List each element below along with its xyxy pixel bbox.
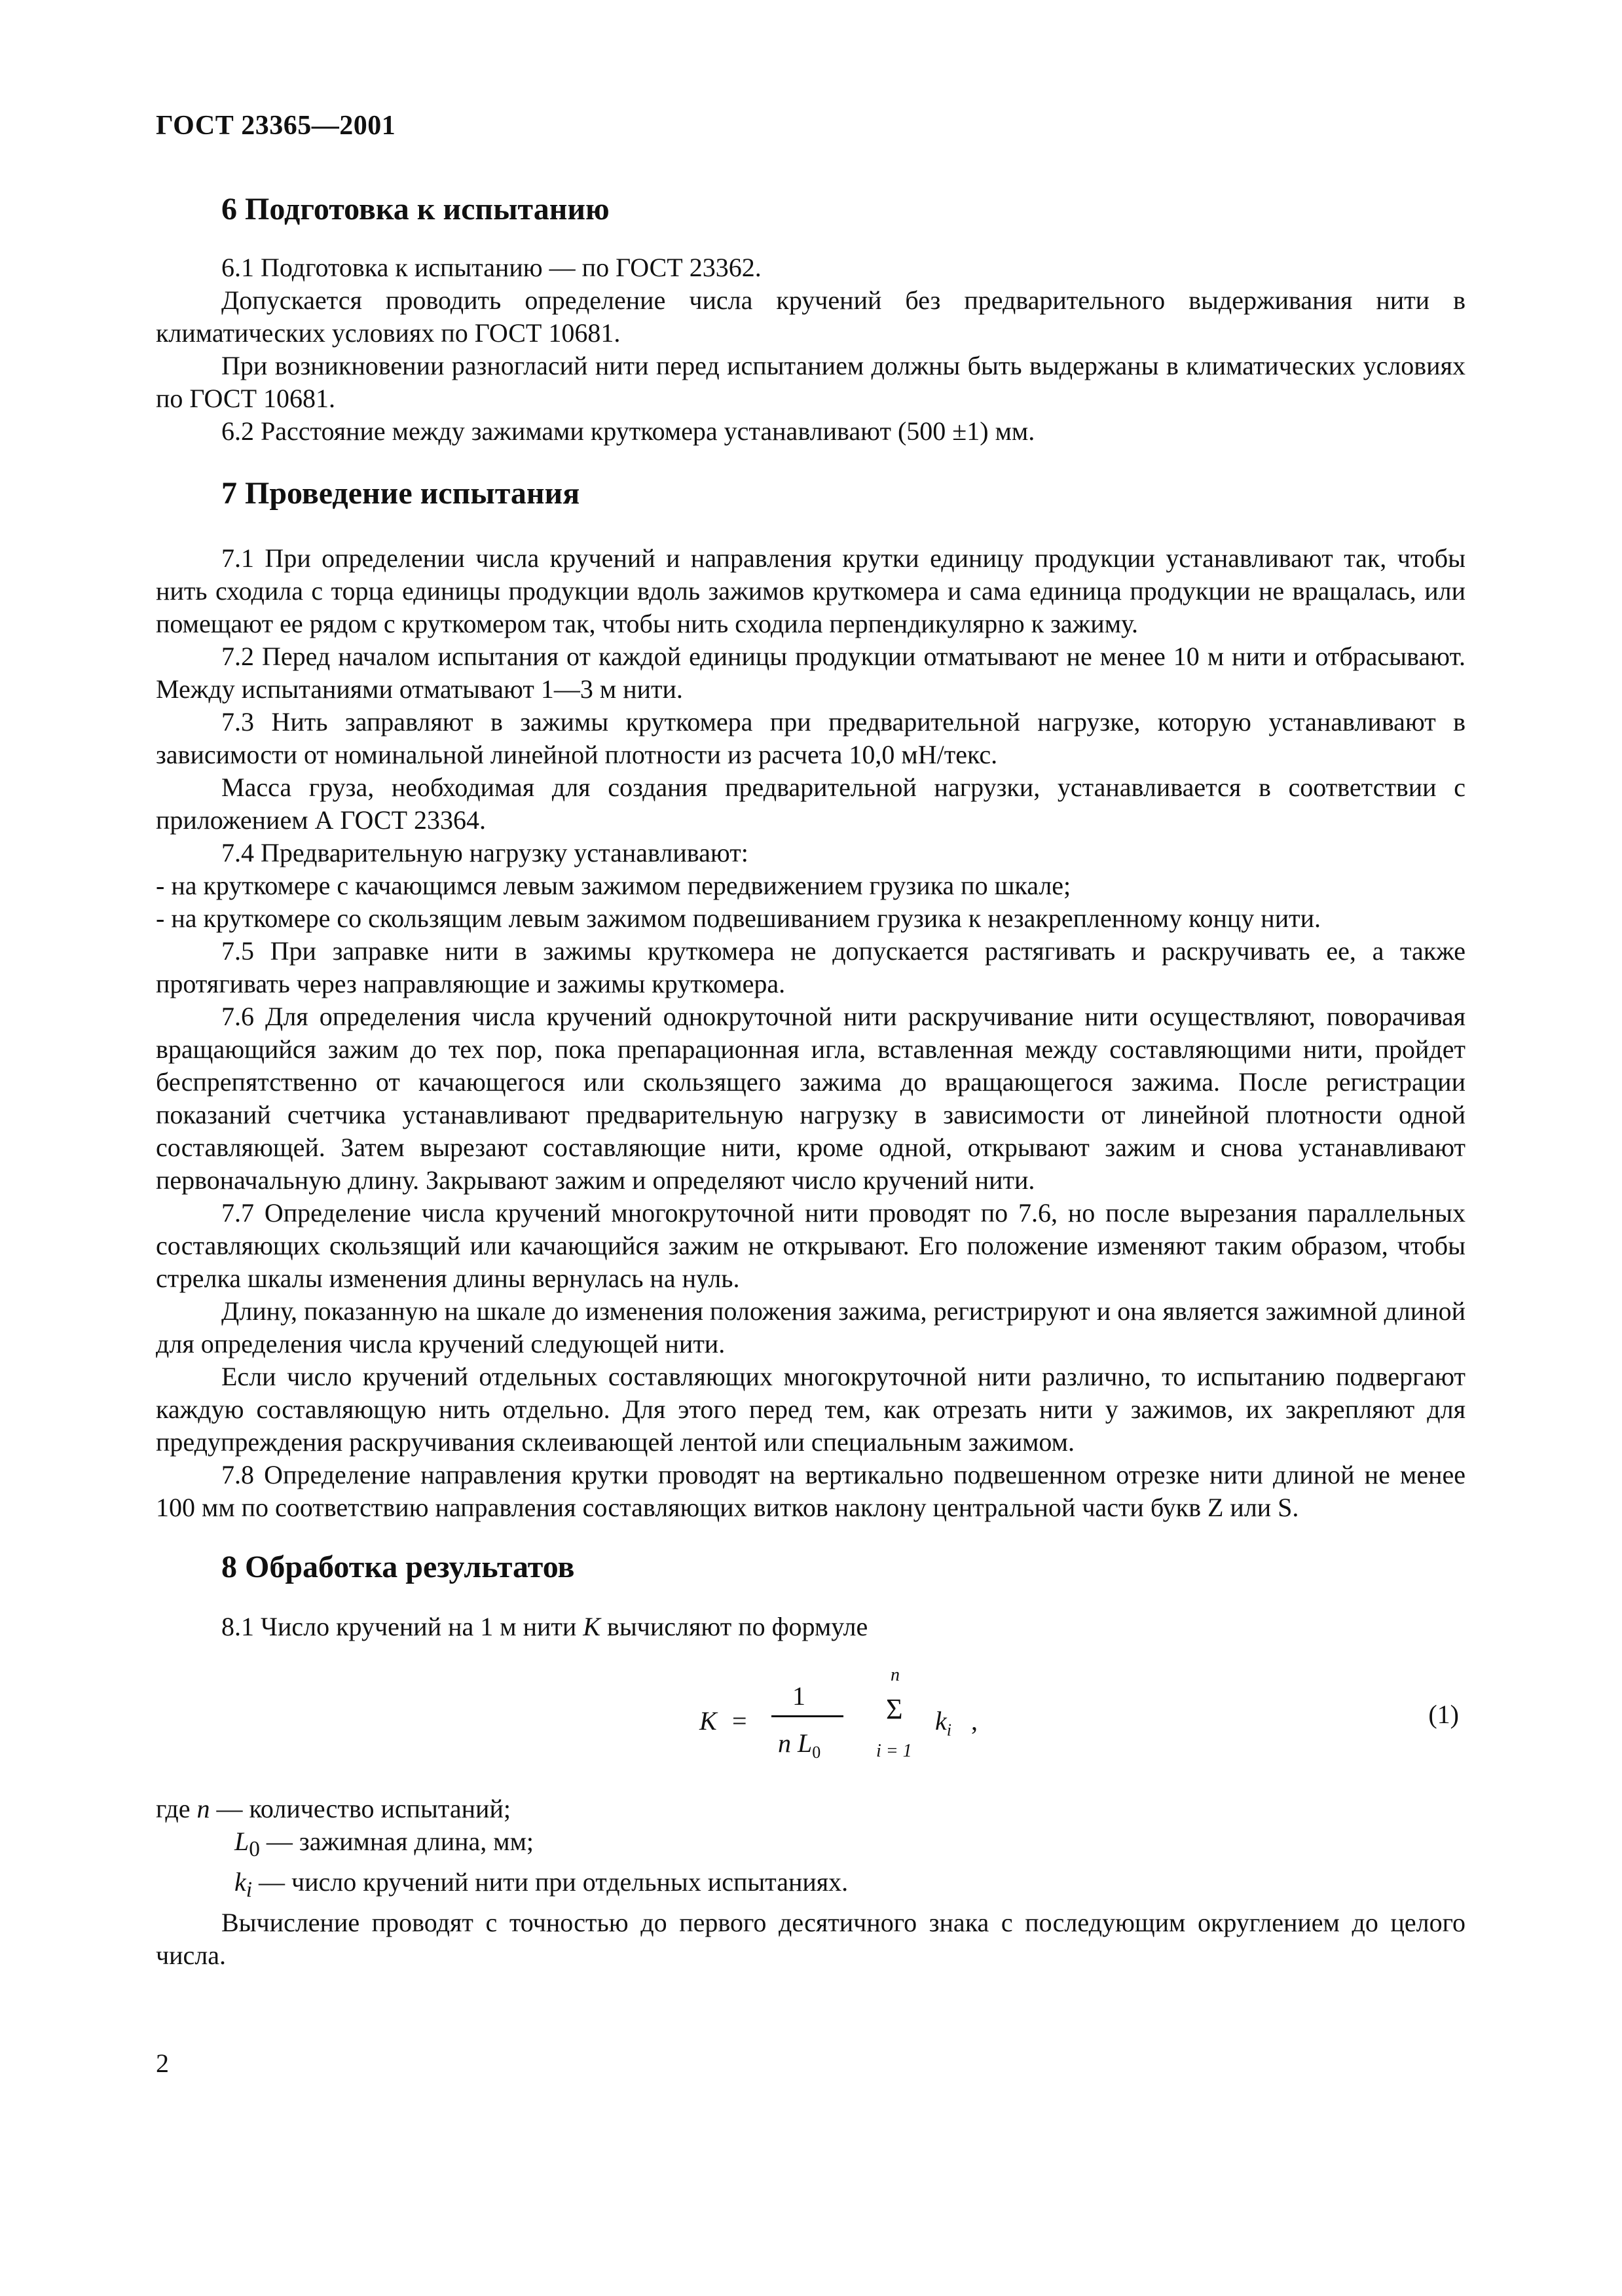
formula-denominator-sub: 0 <box>812 1743 821 1762</box>
paragraph-6-1: 6.1 Подготовка к испытанию — по ГОСТ 23362. <box>221 253 762 282</box>
paragraph-7-8: 7.8 Определение направления крутки проводят на вертикально подвешенном отрезке нити длиной не менее 100 мм по соответствию направления составляющих витков наклону центральной части букв Z или S. <box>156 1460 1465 1522</box>
document-body <box>156 177 1465 1972</box>
fraction-bar <box>771 1715 843 1717</box>
formula-denominator-main: n L <box>778 1728 813 1758</box>
definition-ki-text: — число кручений нити при отдельных испытаниях. <box>252 1867 849 1897</box>
paragraph-6-2: 6.2 Расстояние между зажимами круткомера устанавливают (500 ±1) мм. <box>221 416 1035 446</box>
definition-L0-text: — зажимная длина, мм; <box>259 1827 534 1856</box>
variable-definitions <box>156 1793 1465 1906</box>
paragraph-7-6: 7.6 Для определения числа кручений однокруточной нити раскручивание нити осуществляют, поворачивая вращающийся зажим до тех пор, пока препарационная игла, вставленная между составляющими нити, пройдет беспрепятственно от качающегося или скользящего зажима до вращающегося зажима. После регистрации показаний счетчика устанавливают предварительную нагрузку в зависимости от линейной плотности одной составляющей. Затем вырезают составляющие нити, кроме одной, открывают зажим и снова устанавливают первоначальную длину. Закрывают зажим и определяют число кручений нити. <box>156 1002 1465 1195</box>
paragraph-8-1-post: вычисляют по формуле <box>600 1612 868 1641</box>
paragraph-7-2: 7.2 Перед началом испытания от каждой единицы продукции отматывают не менее 10 м нити и отбрасывают. Между испытаниями отматывают 1—3 м нити. <box>156 642 1465 704</box>
paragraph-7-3-a: Масса груза, необходимая для создания предварительной нагрузки, устанавливается в соответствии с приложением А ГОСТ 23364. <box>156 773 1465 835</box>
definition-L0 <box>156 1825 1465 1866</box>
variable-K: K <box>583 1612 600 1641</box>
document-header: ГОСТ 23365—2001 <box>156 111 396 141</box>
paragraph-7-5: 7.5 При заправке нити в зажимы круткомера не допускается растягивать и раскручивать ее, а также протягивать через направляющие и зажимы круткомера. <box>156 936 1465 998</box>
formula-summand-main: k <box>935 1706 947 1736</box>
formula-equals: = <box>732 1706 747 1736</box>
formula-denominator <box>778 1727 820 1769</box>
paragraph-7-3: 7.3 Нить заправляют в зажимы круткомера при предварительной нагрузке, которую устанавливают в зависимости от номинальной линейной плотности из расчета 10,0 мН/текс. <box>156 707 1465 769</box>
formula-number: (1) <box>1428 1700 1459 1729</box>
section-7-title: 7 Проведение испытания <box>221 476 580 511</box>
definition-ki-sub: i <box>246 1878 253 1902</box>
section-6-title: 6 Подготовка к испытанию <box>221 192 610 227</box>
definition-L0-var: L <box>234 1827 249 1856</box>
list-item-7-4-a: - на круткомере с качающимся левым зажимом передвижением грузика по шкале; <box>156 871 1071 900</box>
paragraph-8-1 <box>156 1611 1465 1643</box>
paragraph-7-7-a: Длину, показанную на шкале до изменения положения зажима, регистрируют и она является зажимной длиной для определения числа кручений следующей нити. <box>156 1296 1465 1358</box>
paragraph-7-7-b: Если число кручений отдельных составляющих многокруточной нити различно, то испытанию подвергают каждую составляющую нить отдельно. Для этого перед тем, как отрезать нити у зажимов, их закрепляют для предупреждения раскручивания склеивающей лентой или специальным зажимом. <box>156 1362 1465 1457</box>
paragraph-7-4: 7.4 Предварительную нагрузку устанавливают: <box>221 838 748 867</box>
paragraph-6-1-b: При возникновении разногласий нити перед испытанием должны быть выдержаны в климатических условиях по ГОСТ 10681. <box>156 351 1465 413</box>
definition-ki-var: k <box>234 1867 246 1897</box>
definition-n-pre: где <box>156 1794 197 1823</box>
definition-n-text: — количество испытаний; <box>210 1794 511 1823</box>
page-number: 2 <box>156 2049 169 2078</box>
sigma-upper-limit: n <box>891 1665 900 1685</box>
paragraph-8-1-a: Вычисление проводят с точностью до первого десятичного знака с последующим округлением до целого числа. <box>156 1908 1465 1970</box>
section-8-title: 8 Обработка результатов <box>221 1550 575 1584</box>
definition-n <box>156 1793 1465 1825</box>
paragraph-8-1-pre: 8.1 Число кручений на 1 м нити <box>221 1612 583 1641</box>
list-item-7-4-b: - на круткомере со скользящим левым зажимом подвешиванием грузика к незакрепленному концу нити. <box>156 903 1321 933</box>
formula-summand <box>935 1705 951 1747</box>
paragraph-7-1: 7.1 При определении числа кручений и направления крутки единицу продукции устанавливают так, чтобы нить сходила с торца единицы продукции вдоль зажимов круткомера и сама единица продукции не вращалась, или помещают ее рядом с круткомером так, чтобы нить сходила перпендикулярно к зажиму. <box>156 543 1465 638</box>
definition-ki <box>156 1866 1465 1906</box>
paragraph-6-1-a: Допускается проводить определение числа кручений без предварительного выдерживания нити в климатических условиях по ГОСТ 10681. <box>156 285 1465 348</box>
formula-row <box>156 1662 1465 1793</box>
sigma-symbol: Σ <box>886 1693 903 1725</box>
formula-1 <box>699 1665 1040 1773</box>
definition-L0-sub: 0 <box>249 1837 260 1861</box>
formula-summand-sub: i <box>946 1721 951 1740</box>
sigma-lower-limit: i = 1 <box>876 1741 912 1761</box>
definition-n-var: n <box>196 1794 210 1823</box>
formula-lhs: K <box>699 1706 717 1736</box>
paragraph-7-7: 7.7 Определение числа кручений многокруточной нити проводят по 7.6, но после вырезания параллельных составляющих скользящий или качающийся зажим не открывают. Его положение изменяют таким образом, чтобы стрелка шкалы изменения длины вернулась на нуль. <box>156 1198 1465 1293</box>
formula-numerator: 1 <box>792 1681 805 1711</box>
formula-comma: , <box>971 1706 978 1736</box>
